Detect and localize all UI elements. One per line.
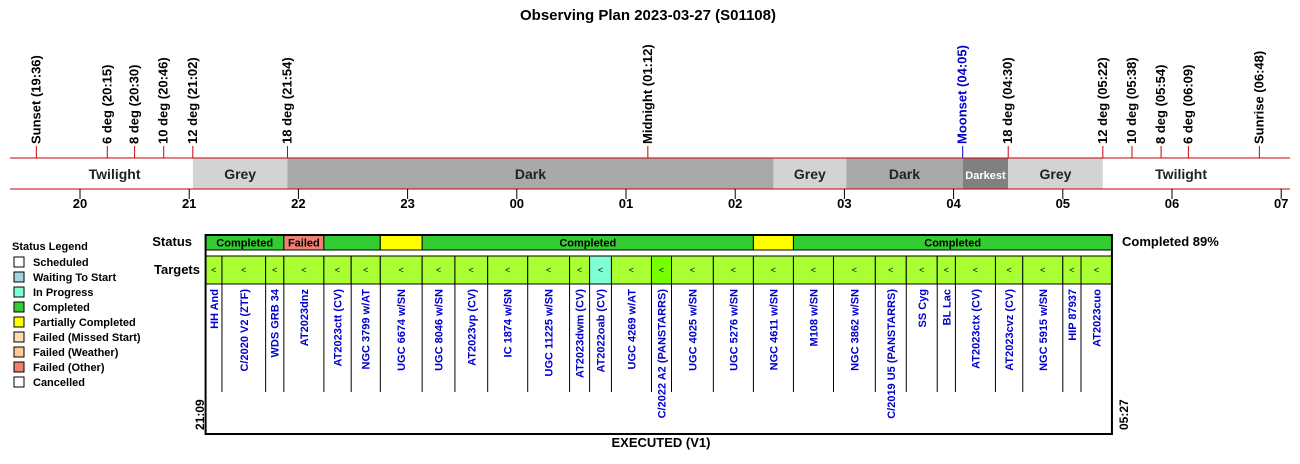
target-name: AT2023ctt (CV) (332, 289, 345, 367)
target-name: AT2023dnz (298, 289, 311, 347)
legend-swatch (14, 272, 24, 282)
start-time-label: 21:09 (193, 399, 207, 430)
legend-swatch (14, 347, 24, 357)
sky-band-label: Darkest (965, 170, 1006, 182)
target-name: M108 w/SN (808, 289, 821, 347)
target-marker: < (505, 265, 511, 275)
legend-swatch (14, 287, 24, 297)
legend-label: In Progress (33, 287, 94, 299)
legend-swatch (14, 317, 24, 327)
event-label: Sunrise (06:48) (1251, 50, 1267, 144)
legend-swatch (14, 302, 24, 312)
target-marker: < (919, 265, 925, 275)
axis-tick-label: 05 (1055, 196, 1071, 211)
target-marker: < (241, 265, 247, 275)
target-marker: < (576, 265, 583, 275)
sky-band-label: Grey (1039, 166, 1072, 182)
target-marker: < (810, 265, 817, 275)
status-segment (324, 235, 380, 250)
axis-tick-label: 01 (618, 196, 634, 211)
targets-row-label: Targets (154, 262, 200, 277)
target-name: UGC 5276 w/SN (728, 289, 741, 371)
target-name: C/2020 V2 (ZTF) (238, 289, 251, 372)
target-name: HH And (208, 289, 221, 329)
axis-tick-label: 22 (291, 196, 306, 211)
target-marker: < (363, 265, 369, 275)
legend-label: Partially Completed (33, 317, 136, 329)
status-segment-label: Completed (924, 237, 982, 250)
target-marker: < (1040, 265, 1046, 275)
target-marker: < (398, 265, 404, 275)
axis-tick-label: 00 (509, 196, 525, 211)
sky-band-label: Grey (793, 166, 826, 182)
target-name: AT2022oab (CV) (595, 289, 608, 373)
target-name: BL Lac (941, 289, 954, 326)
target-name: UGC 4269 w/AT (626, 289, 639, 370)
completion-label: Completed 89% (1122, 234, 1219, 249)
event-label: 6 deg (06:09) (1180, 64, 1196, 144)
target-marker: < (888, 265, 894, 275)
target-marker: < (943, 265, 949, 275)
status-segment-label: Failed (287, 237, 320, 250)
event-label: 18 deg (04:30) (1000, 57, 1016, 144)
legend-label: Waiting To Start (33, 272, 117, 284)
target-name: HIP 87937 (1066, 289, 1079, 341)
target-name: AT2023ctx (CV) (970, 289, 983, 369)
axis-tick-label: 07 (1273, 196, 1289, 211)
target-name: UGC 8046 w/SN (433, 289, 446, 371)
target-marker: < (546, 265, 552, 275)
target-name: UGC 11225 w/SN (543, 289, 556, 377)
target-name: NGC 4611 w/SN (768, 289, 781, 371)
axis-tick-label: 23 (400, 196, 415, 211)
target-marker: < (972, 265, 979, 275)
target-marker: < (597, 265, 604, 275)
status-legend (12, 241, 141, 389)
axis-tick-label: 06 (1164, 196, 1180, 211)
target-marker: < (658, 265, 665, 275)
status-segment (753, 235, 793, 250)
target-name: AT2023cuo (1091, 289, 1104, 347)
event-label: Midnight (01:12) (639, 44, 655, 144)
schedule-rows (206, 235, 1112, 434)
time-axis (73, 189, 1289, 211)
legend-swatch (14, 377, 24, 387)
target-marker: < (1069, 265, 1075, 275)
status-segment-label: Completed (216, 237, 274, 250)
legend-swatch (14, 332, 24, 342)
legend-label: Failed (Missed Start) (33, 332, 141, 344)
target-marker: < (1006, 265, 1012, 275)
target-marker: < (468, 265, 474, 275)
axis-tick-label: 02 (727, 196, 743, 211)
target-name: AT2023dwm (CV) (574, 289, 587, 379)
sky-band-label: Twilight (88, 166, 141, 182)
target-marker: < (301, 265, 307, 275)
event-label: 18 deg (21:54) (279, 57, 295, 144)
legend-label: Completed (33, 302, 90, 314)
target-marker: < (851, 265, 858, 275)
status-segment-label: Completed (559, 237, 617, 250)
target-name: AT2023cvz (CV) (1004, 289, 1017, 371)
legend-label: Cancelled (33, 377, 85, 389)
event-label: 10 deg (05:38) (1123, 57, 1139, 144)
target-name: NGC 3862 w/SN (849, 289, 862, 371)
event-label: 8 deg (20:30) (126, 64, 142, 144)
target-name: IC 1874 w/SN (502, 289, 515, 358)
target-marker: < (272, 265, 278, 275)
target-marker: < (435, 265, 442, 275)
axis-tick-label: 20 (72, 196, 88, 211)
moonset-label: Moonset (04:05) (954, 45, 970, 144)
sky-band-label: Dark (514, 166, 547, 182)
event-label: 10 deg (20:46) (155, 57, 171, 144)
status-segment (380, 235, 422, 250)
target-name: UGC 4025 w/SN (687, 289, 700, 371)
target-marker: < (770, 265, 777, 275)
legend-label: Failed (Weather) (33, 347, 119, 359)
legend-title: Status Legend (12, 241, 88, 253)
target-marker: < (334, 265, 341, 275)
target-name: NGC 5915 w/SN (1037, 289, 1050, 371)
target-name: C/2022 A2 (PANSTARRS) (656, 289, 669, 419)
target-marker: < (730, 265, 737, 275)
target-marker: < (1093, 265, 1100, 275)
end-time-label: 05:27 (1117, 399, 1131, 430)
target-marker: < (211, 265, 217, 275)
target-name: SS Cyg (916, 289, 929, 328)
sky-band-label: Grey (224, 166, 257, 182)
axis-tick-label: 04 (946, 196, 961, 211)
target-name: C/2019 U5 (PANSTARRS) (885, 289, 898, 419)
event-label: 12 deg (21:02) (184, 57, 200, 144)
event-label: 12 deg (05:22) (1094, 57, 1110, 144)
status-row-label: Status (152, 234, 192, 249)
sky-band-label: Dark (888, 166, 921, 182)
footer-label: EXECUTED (V1) (611, 435, 711, 450)
sky-band-label: Twilight (1155, 166, 1208, 182)
chart-title: Observing Plan 2023-03-27 (S01108) (520, 7, 776, 24)
target-marker: < (628, 265, 635, 275)
legend-swatch (14, 257, 24, 267)
event-label: 8 deg (05:54) (1153, 64, 1169, 144)
axis-tick-label: 21 (181, 196, 197, 211)
target-name: NGC 3799 w/AT (360, 289, 373, 370)
target-name: UGC 6674 w/SN (396, 289, 409, 371)
legend-label: Scheduled (33, 257, 89, 269)
legend-label: Failed (Other) (33, 362, 105, 374)
axis-tick-label: 03 (837, 196, 852, 211)
target-marker: < (689, 265, 696, 275)
legend-swatch (14, 362, 24, 372)
target-name: WDS GRB 34 (269, 289, 282, 358)
target-name: AT2023vp (CV) (466, 289, 479, 366)
event-label: Sunset (19:36) (28, 55, 44, 144)
sky-bands (10, 158, 1290, 189)
event-label: 6 deg (20:15) (99, 64, 115, 144)
